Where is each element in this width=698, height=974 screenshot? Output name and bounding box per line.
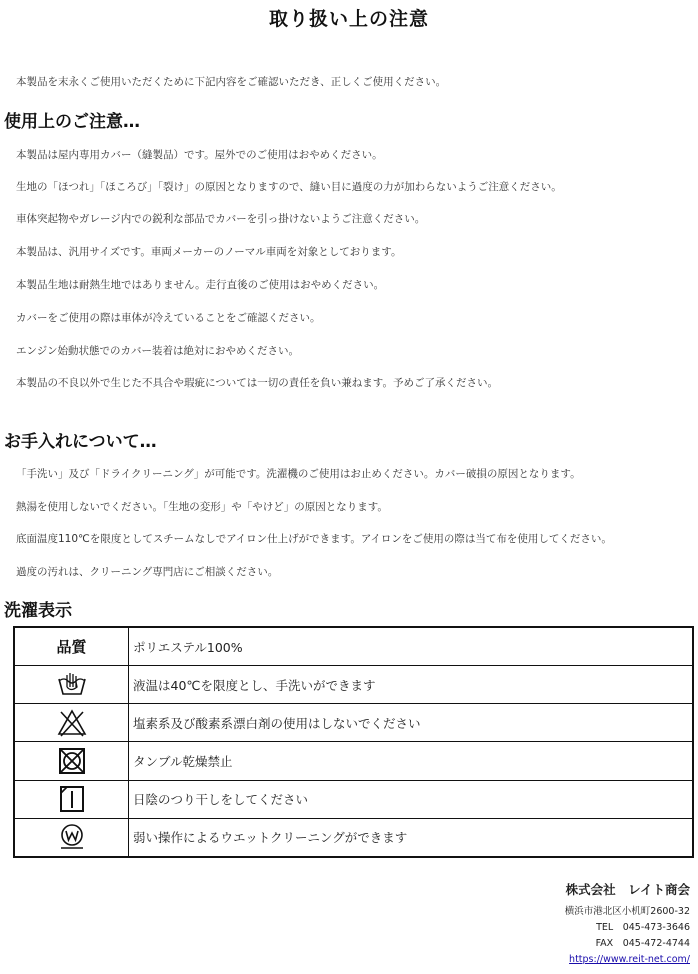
table-row — [14, 818, 693, 857]
no-bleach-text: 塩素系及び酸素系漂白剤の使用はしないでください — [129, 704, 694, 742]
no-tumble-dry-icon — [14, 742, 129, 780]
usage-heading: 使用上のご注意… — [4, 112, 140, 132]
table-row — [14, 742, 693, 780]
usage-item: 本製品の不良以外で生じた不具合や瑕疵については一切の責任を負い兼ねます。予めご了承ください。 — [16, 377, 498, 389]
care-item: 「手洗い」及び「ドライクリーニング」が可能です。洗濯機のご使用はお止めください。カバー破損の原因となります。 — [16, 468, 581, 480]
care-item: 熱湯を使用しないでください。「生地の変形」や「やけど」の原因となります。 — [16, 501, 388, 513]
company-url-link[interactable]: https://www.reit-net.com/ — [569, 954, 690, 965]
wash-heading: 洗濯表示 — [4, 601, 72, 621]
usage-item: 生地の「ほつれ」「ほころび」「裂け」の原因となりますので、縫い目に過度の力が加わらないようご注意ください。 — [16, 181, 562, 193]
wet-clean-gentle-icon — [14, 818, 129, 857]
care-item: 過度の汚れは、クリーニング専門店にご相談ください。 — [16, 566, 279, 578]
table-row — [14, 666, 693, 704]
page-title: 取り扱い上の注意 — [268, 8, 429, 30]
usage-item: 本製品生地は耐熱生地ではありません。走行直後のご使用はおやめください。 — [16, 279, 385, 291]
shade-line-dry-icon — [14, 780, 129, 818]
table-row — [14, 780, 693, 818]
company-tel: TEL 045-473-3646 — [596, 922, 690, 933]
material-text: ポリエステル100% — [129, 627, 694, 666]
usage-item: エンジン始動状態でのカバー装着は絶対におやめください。 — [16, 345, 299, 357]
usage-item: 車体突起物やガレージ内での鋭利な部品でカバーを引っ掛けないようご注意ください。 — [16, 213, 426, 225]
company-info — [565, 880, 690, 968]
table-row — [14, 704, 693, 742]
company-name: 株式会社 レイト商会 — [565, 882, 690, 897]
usage-item: 本製品は屋内専用カバー（縫製品）です。屋外でのご使用はおやめください。 — [16, 149, 383, 161]
hand-wash-40-icon — [14, 666, 129, 704]
intro-text: 本製品を末永くご使用いただくために下記内容をご確認いただき、正しくご使用ください。 — [16, 76, 447, 88]
wash-label-table — [13, 626, 694, 858]
quality-cell — [14, 627, 129, 666]
usage-item: 本製品は、汎用サイズです。車両メーカーのノーマル車両を対象としております。 — [16, 246, 402, 258]
care-heading: お手入れについて… — [4, 432, 157, 452]
table-row — [14, 627, 693, 666]
shade-dry-text: 日陰のつり干しをしてください — [129, 780, 694, 818]
care-item: 底面温度110℃を限度としてスチームなしでアイロン仕上げができます。アイロンをご使用の際は当て布を使用してください。 — [16, 533, 612, 545]
no-tumble-dry-text: タンブル乾燥禁止 — [129, 742, 694, 780]
usage-item: カバーをご使用の際は車体が冷えていることをご確認ください。 — [16, 312, 321, 324]
no-bleach-icon — [14, 704, 129, 742]
quality-label: 品質 — [56, 638, 87, 657]
wet-clean-text: 弱い操作によるウエットクリーニングができます — [129, 818, 694, 857]
company-fax: FAX 045-472-4744 — [595, 938, 690, 949]
hand-wash-text: 液温は40℃を限度とし、手洗いができます — [129, 666, 694, 704]
company-address: 横浜市港北区小机町2600-32 — [564, 906, 690, 917]
